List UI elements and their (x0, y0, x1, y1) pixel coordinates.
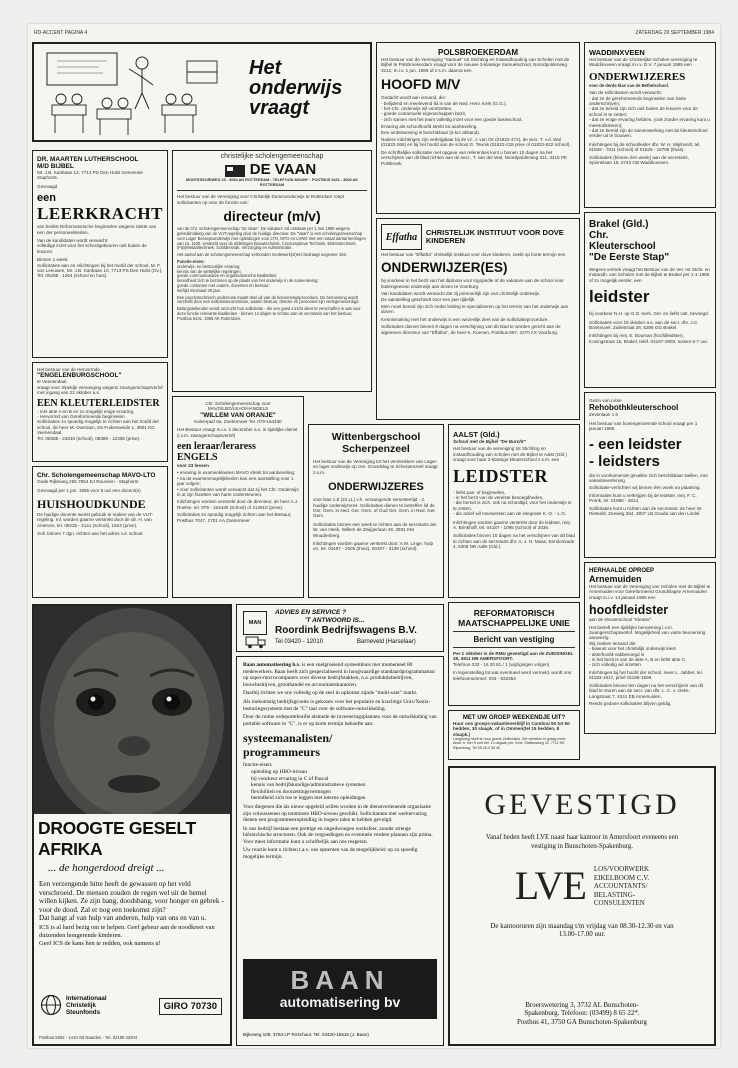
ad-name: Rehobothkleuterschool (589, 403, 679, 413)
ad-body-3: Sollicitaties voor 19 oktober a.s. aan de secr. dhr. J.C. Bosheuvel, Zuilestraat 28, 5306 GG Brakel. (589, 319, 699, 331)
ad-title: directeur (m/v) (223, 208, 321, 225)
ad-body-6: De schriftelijke sollicitatie met opgave van referenties kunt u binnen 10 dagen na het verschijnen van dit blad richten aan de secr., T. van der Wal, Noordpolderweg 311, 3415 PE Polsbroek. (381, 149, 568, 166)
ad-engelenburg (32, 362, 168, 462)
ad-body-2: Dat hangt af van hulp van anderen, hulp van ons en van u. (39, 914, 207, 923)
ad-req-item: goede contacten met ouders, docenten en bestuur; (177, 282, 270, 288)
ad-sub-1: Chr. (589, 230, 609, 241)
ad-req-3: - in het bezit is van de akte A, B en liefst akte C (589, 657, 686, 663)
ad-body: Het bestuur van de vereniging tot Stichting en instandhouding van scholen met de Bijbel te Aalst (Gld.) vraagt voor haar 2-klassige kleuterschool z.s.m. een (453, 446, 567, 463)
ad-name: Wittenbergschool (331, 431, 421, 443)
ad-req-2: - dat ze bereid zijn zich ook buiten de lesuren voor de school in te zetten; (589, 106, 698, 117)
ad-sub-2: Kleuterschool (589, 241, 656, 252)
ad-req-2: - in het bezit van de vereiste bevoegdheden, (453, 495, 544, 501)
ad-req-2: - Hervormd van Gereformeerde beginselen. (37, 414, 126, 420)
ad-body: Het bestuur van de Vereniging "Samuel" tot Stichting en Instandhouding van Scholen met de Bijbel te Polsbroekerdam vraagt voor de nieuwe 3-klassige Samuelschool, Noordpolderweg 3212, m.i.v. 1 jan. 1985 of z.s.m. daarna een (381, 57, 570, 73)
ad-para-1: van de Chr. Scholengemeenschap "de Vaan". De vakature zal ontstaan per 1 mei 1985 wegens gebruikmaking van de VUT-regeling door de huidige directeur. De "Vaan" is een scholengemeenschap voor Lager Beroepsonderwijs met opleidingen voor LTO, MTO en LHNO met een totaal aantal leerlingen van ca. 1100, verdeeld over de afdelingen Bouwtechniek, Consumptieve Techniek, Elektrotechniek, (Fijn)Metaaltechniek, Schildersvak, Verzorging en Administratie. (177, 226, 366, 251)
ad-hours: voor 23 lessen (177, 463, 209, 469)
org-line-3: Steunfonds (66, 1008, 101, 1016)
ad-req-item: onderwijs- en bestuurlijke ervaring; (177, 263, 241, 269)
ad-body: vraagt voor 3/peldje vervanging wegens zwangerschapsverlof met ingang van 22 oktober a.s. (37, 384, 163, 396)
ad-address: Oude Rijksweg 255 7954 EJ Rouveen - Staphorst (37, 479, 139, 484)
ad-body: Per 1 oktober is de RMU gevestigd aan de ZUIDSINGEL 28, 3811 HB AMERSFOORT. (453, 651, 574, 662)
banner-line-2: onderwijs (249, 77, 343, 99)
ad-subtitle: Bericht van vestiging (473, 635, 555, 644)
ad-req-1: - dat ze de gereformeerde beginselen van harte onderschrijven; (589, 95, 687, 107)
ad-intro: Het bestuur van "Effatha" christelijk instituut voor dove kinderen, zoekt op korte termijn een (381, 252, 566, 257)
ad-title-2: - leidsters (589, 452, 660, 470)
ad-brakel (584, 212, 716, 388)
truck-icon (245, 635, 267, 649)
firm-line-4: BELASTING- (593, 890, 636, 899)
ad-name: WADDINXVEEN (589, 48, 645, 57)
ad-title-2: programmeurs (243, 745, 321, 760)
ad-body: Het bestuur van de Vereniging tot het Verstrekken van Lager- en lager onderwijs op Ger. Grondslag te Scherpenzeel vraagt z.s.m. (313, 459, 438, 475)
classroom-illustration (37, 47, 232, 139)
ad-body-2: Van de kandidaten wordt verwacht: (37, 238, 109, 244)
ad-body-3: Sollicitaties zo spoedig mogelijk richten aan het Bestuur, Postbus 7047, 2701 AA Zoetermeer. (177, 512, 292, 523)
ad-body: Huur ons groeps-vakantieverblijf in Cambrai 50 tot 60 bedden, 30 slaapk. of in Ommen(tel 15 bedden, 8 slaapk.) (453, 721, 570, 737)
ad-req-4: - zich samen met het team volledig inzet voor een goede basisschool. (381, 116, 523, 122)
firm-line-1: LOS/VOORWERK (593, 865, 650, 873)
ad-req-item: opleiding op HBO-niveau (251, 768, 307, 775)
ad-body-2: Inlichtingen worden verstrekt door de directeur, de heer A.J. Roelse, tel. 079 - 164430 (school) of 212910 (prive). (177, 499, 299, 510)
man-badge: MAN (243, 611, 267, 635)
ad-body-2: die in voorkomende gevallen zich beschikbaar stellen, met vakantieverlening. (589, 472, 708, 484)
ad-waddinxveen (584, 42, 716, 208)
ad-subtitle: voor de derde klas van de Bethelschool. (589, 82, 670, 88)
ad-name: AALST (Gld.) (453, 430, 500, 439)
ad-req-item: kennis van de wettelijke regelingen; (177, 268, 242, 274)
ad-body-4: Informaties kunt u verkrijgen bij de leidster, mej. F. C. Pronk, tel. 01898 - 2814. (589, 492, 697, 504)
ad-lead: Baan automatisering b.v. (243, 662, 301, 668)
ad-body-3: ICS is al hard bezig om te helpen. Geef gebeur aan de noodkreet van duizenden hongerende kinderen. (39, 923, 215, 939)
ad-body-3: Sollicitaties (binnen één week) aan de secretaris, Spinnelaan 18, 2742 GB Waddinxveen. (589, 154, 689, 166)
ad-arnemuiden (584, 562, 716, 734)
ad-para-6: In ons bedrijf bestaan een prettige en ongedwongen werksfeer, zonder strenge hiërarchische structuren. Ook de vergoedingen en eventuele verdere plannen zijn prima. Voor meer informatie kunt u schriftelijk aan ons reageren. (243, 825, 433, 845)
ad-small: Langeweg heeft te huur goede Zeilbootjes. We vertellen er graag meer. Alsdr. n. hier 5 rust bel. 1x uitgaan per. mnd. Stationsweg 32, 7711 HE Rijsenbrug, Tel 05 26-3 38 45 (453, 737, 567, 750)
ad-aalst (448, 424, 580, 598)
ad-req-list (173, 265, 371, 294)
ad-sub-3: "De Eerste Stap" (589, 252, 670, 263)
lve-logo: LVE (514, 863, 586, 909)
ad-subtitle: M/D BIJBEL (37, 163, 74, 170)
ad-body-2: De huidige docente wenst gebruik te maken van de VUT-regeling. Inl. worden gaarne verstrekt door de dir. H. van Amerom, tel. 05225 - 2141 (school), 1524 (prive). (37, 511, 154, 528)
ad-req-item: bij voorkeur ervaring in C of Pascal (251, 775, 329, 782)
ad-address: MONTESSORIWEG 20 - 3083 AN ROTTERDAM - TELEFOON 840400* - POSTBUS 5431 - 3008 AK ROTTERDAM (185, 178, 359, 187)
ad-req-head: Functie-eisen: (177, 259, 205, 264)
slogan-1: ADVIES EN SERVICE ? (275, 609, 347, 616)
ad-body-2: Gedacht wordt aan iemand, die: (381, 95, 447, 101)
baan-logo-block (243, 959, 437, 1019)
ad-name: CHRISTELIJK INSTITUUT VOOR DOVE KINDEREN (425, 227, 564, 245)
ad-top: christelijke scholengemeenschap (220, 153, 324, 160)
ad-body: Het bestuur van de Vereniging van Scholen met de Bijbel te Arnemuiden voor Gereformeerd Grondslagse Arnemuiden vraagt m.i.v. 14 januari 1985 een (589, 584, 711, 600)
ad-bullet-2: • na de examenmogelijkheden kan een aanstelling voor 1 jaar volgen; (177, 475, 294, 487)
giro-number: GIRO 70730 (159, 998, 222, 1015)
ad-title: HUISHOUDKUNDE (37, 496, 146, 511)
ad-gevestigd (448, 766, 716, 1046)
ad-title: LEIDSTER (453, 465, 549, 486)
ad-title: GEVESTIGD (484, 788, 680, 821)
ad-top: HERHAALDE OPROEP (589, 568, 655, 574)
ad-headline: DROOGTE GESELT AFRIKA (38, 818, 196, 859)
ad-body-6: Reeds gedane sollicitaties blijven geldig. (589, 700, 672, 706)
ad-req-3: - die bereid is zich, ook na schooltijd, voor het onderwijs in te zetten, (453, 500, 572, 511)
ad-body-2: bij voorkeur N.H. op G.G.-kerk, Ger. en liefst volt. bevoegd. (589, 311, 709, 317)
ad-body: Het bestuur van de Christelijke Scholen-vereniging te Waddinxveen vraagt m.i.v. D.V. 7 januari 1985 een (589, 57, 698, 68)
ad-req-head: functie-eisen: (243, 762, 273, 769)
ad-body: bij voorkeur in het bezit van het diploma voor logopedie of de vakature aan de school voor buitengewoon onderwijs aan doven te Voorburg. (381, 278, 564, 289)
ad-title: leidster (589, 287, 650, 307)
ad-luther-school (32, 150, 168, 358)
ad-address-2: Spakenburg. Telefoon: (03499) 8 65 22*. (524, 1009, 640, 1017)
ad-tel: Tel 03420 - 12010 (275, 639, 324, 645)
ad-para-3: Als toekomstig bedrijfsgrootte is gekozen voor het populaire en krachtige Unix/Xenix-besturingssysteem met de "C" taal voor de software-ontwikkeling. (243, 698, 431, 712)
ad-een: een (37, 192, 56, 205)
ad-body-4: Inlichtingen worden gaarne verstrekt door: A.M. Linge, hulp en, tel. 03497 - 2605 (thuis), 03497 - 3139 (school). (313, 541, 434, 552)
ad-req-4: - zich volledig wil inzetten (589, 662, 641, 668)
ad-baan-automatisering (236, 656, 444, 1046)
ad-body-2: Sollicitaties zo spoedig mogelijk te richten aan het hoofd der school, de heer M. Overduin, De Fuikenweide 1, 3901 KG Veenendaal. (37, 419, 160, 436)
ad-name: Arnemuiden (589, 574, 642, 584)
ad-body-2: voor klas 1-b (22 LL) v.h. vervangende semestertijd - 2. huidige onderwijzeres. Sollicitaties dienen te betreffen lid de Ger. Gem. in Ned. Ger. Gem. of Oud Ger. Gem. in Ned. Ger. Gem. (313, 497, 436, 519)
onderwijs-vraagt-banner (32, 42, 372, 142)
ad-mavo (32, 466, 168, 598)
ad-footer: Postbus 5092 - 1410 AB Naarden - Tel. 02159 43204 (39, 1035, 138, 1040)
ad-para-1: is een snelgroeiend systeemhuis met momenteel 80 medewerkers. Baan heeft zich gespecialiseerd in hoogwaardige standaardprogrammatuur op super-microcomputers voor diverse bedrijfstakken, o.a. produktiebedrijven, bouwbedrijven, groothandel en accountantskantoren. (243, 662, 436, 688)
ad-body-5: Kennismaking met het onderwijs is een wezenlijk deel van de sollicitatieprocedure. (381, 316, 549, 322)
ad-para-3: Een psychotechnisch onderzoek maakt deel uit van de benoemingsprocedure. De benoeming wordt verstrekt door een sollicitatiecommissie, waarin bestuur, directie en personeel zijn vertegenwoordigd. (177, 294, 360, 305)
ad-title: ONDERWIJZER(ES) (381, 260, 508, 276)
ad-title: HOOFD M/V (381, 76, 461, 93)
ad-para-5: Voor diegenen die als nieuw opgeleid willen worden in de dienstverlenende organisatie zijn volwassenen op tenminste HBO-niveau geschikt. Sollicitanten met werkervaring dienen een programmeeropleiding in hogere talen te hebben gevolgd. (243, 803, 431, 824)
ad-city: Barneveld (Harselaar) (357, 639, 416, 645)
ad-name: Roordink Bedrijfswagens B.V. (275, 625, 417, 636)
ad-place: te Veenendaal (37, 379, 67, 385)
ad-body: Een verzengende hitte heeft de gewassen op het veld verschroeid. De mensen zouden de regen wel uit de hemel willen kijken. Ze zijn bang, doodsbang, voor honger en gebrek - voor de dood. Zal er nog een toekomst zijn? (39, 880, 224, 914)
ad-para-2: Het aantal aan de scholengemeenschap verbonden medewerk(st)ers bedraagt ongeveer 150. (177, 252, 348, 258)
ad-reformatorisch (448, 602, 580, 706)
ad-req-3: - goede contactuele eigenschappen bezit, (381, 111, 467, 117)
ad-name: REFORMATORISCH MAATSCHAPPELIJKE UNIE (458, 608, 570, 628)
ad-body-4: Een ambtswoning is beschikbaar (5 km afstand). (381, 129, 481, 135)
ad-title: ONDERWIJZERES (589, 70, 686, 83)
ad-body-4: Inlichtingen bij het hoofd der school, meer L. Jabber, tel. 01183-1917, privé 01196-1508. (589, 669, 703, 681)
ad-para-4: Door de ruime ordeportefeuille alsmede de investeringsplannen voor de ontwikkeling van portable software in "C", is er op korte termijn behoefte aan: (243, 714, 437, 727)
ad-title: MET UW GROEP WEEKENDJE UIT? (462, 715, 566, 721)
baan-logo-sub: automatisering bv (279, 994, 401, 1010)
ad-body-2: Inlichtingen worden gaarne verstrekt door de leidster, mej. A. Brinkhoff, tel. 04187 - 1095 (school) of 2036. (453, 519, 571, 531)
ad-title: EEN KLEUTERLEIDSTER (37, 397, 160, 409)
ad-logo: DE VAAN (249, 161, 317, 179)
ad-intro: Het bestuur van de Vereniging voor Christelijk Dommonderwijs te Rotterdam roept sollicitanten op voor de functie van: (177, 194, 344, 205)
banner-line-1: Het (249, 57, 282, 79)
ad-address: Bijkeweg 109, 3784 LP Terschuur. Tel. 03420-15516 (J. Baan) (243, 1032, 369, 1037)
ad-name: POLSBROEKERDAM (437, 48, 518, 57)
ad-body-2: Inlichtingen bij de schoolleider dhr. W. H. Mijnhardt, tel. 01828 - 7811 (school) of 01828 - 16705 (thuis). (589, 141, 701, 153)
ad-address-3: Postbus 41, 3750 GA Bunschoten-Spakenburg (517, 1017, 647, 1026)
org-line-2: Christelijk (66, 1001, 96, 1009)
ad-rehoboth (584, 392, 716, 558)
effatha-logo: Effatha (381, 224, 422, 250)
ad-body-3: Sollicitaties binnen 10 dagen na het verschijnen van dit blad te richten aan de secretaris dhr. A. J. H. Maas, Eendenkade 4, 5308 NR Aalst (Gld.). (453, 533, 575, 550)
ad-name: Chr. Scholengemeenschap MAVO-LTO (37, 472, 156, 479)
ad-body-4: Geef ICS de kans hen te redden, ook namens u! (39, 939, 161, 947)
ad-address: Kalverpad 6a, Zoetermeer Tel. 079-164430 (194, 418, 282, 424)
ad-bullet-1: • ervaring in examenklassen MAVO strekt tot aanbeveling; (177, 470, 296, 476)
ad-title: een leraar/leraress (177, 441, 256, 453)
ad-body: Wegens vertrek vraagt het Bestuur van de Ver. tot Stcht. en Instandh. van Scholen met de Bijbel te Brakel per 1-1-1985 of zo mogelijk eerder, een (589, 267, 710, 283)
ad-droogte-afrika (32, 604, 232, 1046)
ad-req-item: bereidheid zich toe te leggen met interne opleidingen (251, 795, 366, 802)
ad-title: hoofdleidster (589, 603, 669, 618)
ad-ask: Gevraagd (37, 183, 58, 189)
ad-body-3: Soll. binnen 7 dgn. richten aan het adres v.d. school. (37, 531, 144, 537)
banner-line-3: vraagt (249, 97, 310, 119)
ad-title-1: - een leidster (589, 435, 682, 453)
ad-title: ONDERWIJZERES (328, 481, 424, 494)
ad-body-3: De aanstelling geschiedt voor een jaar tijdelijk. (381, 296, 476, 302)
header-right: ZATERDAG 29 SEPTEMBER 1984 (635, 30, 714, 36)
child-photo (34, 606, 230, 814)
ad-req-1: - bewust voor het christelijk onderwijs kiest (589, 646, 676, 652)
ad-subheadline: ... de hongerdood dreigt ... (48, 862, 165, 874)
ad-title-2: ENGELS (177, 452, 218, 464)
ad-req-list (237, 769, 443, 802)
ad-roordink (236, 604, 444, 652)
ad-req-2: - akte/hoofd-vakbevoegd is (589, 651, 645, 657)
ad-req-3: - dat ze enige ervaring hebben, (ook zonder ervaring kunt u meesolliciteren); (589, 117, 710, 128)
ad-body-3: Sollicitatie-verlichten wij binnen één week na plaatsing. (589, 485, 701, 491)
ad-body-3: volledige inzet voor het schoolgebeuren ook buiten de lesuren. (37, 243, 147, 254)
ad-top: Chr. Scholengemeenschap voor MAVO/LBO/LEAO/HANDELS (205, 401, 271, 412)
school-flag-icon (224, 162, 246, 178)
ad-subtitle: aan de Kleuterschool "Kleuter". (589, 617, 653, 623)
ad-para-4: Belangstellenden wordt verzocht hun sollicitatie - die een goed inzicht dient te verschaffen in wat voor deze functie relevante kwaliteiten - binnen 14 dagen te richten aan de secretaris van het bestuur, Postbus 5431, 3008 AK Rotterdam. (177, 306, 361, 321)
ad-address: Mr. J.B. Kanbaan 12, 7713 PS Den Hulst Gemeente Staphorst. (37, 170, 143, 181)
ad-req-2: - het Chr. onderwijs wil voortzetten, (381, 106, 453, 112)
ad-req-item: flexibiliteit en doorzettingsvermogen (251, 788, 331, 795)
ad-bullet-3: • voor sollicitanten wordt verwacht dat zij het Chr. Onderwijs in al zijn facetten van harte ondersteunen. (177, 486, 299, 498)
header-left: RD-ACCENT PAGINA 4 (34, 30, 88, 36)
ad-body: Het bestuur van bovengenoemde school vraagt per 1 januari 1985 (589, 420, 698, 432)
ad-req-item: leeftijd minimaal 35 jaar. (177, 287, 221, 293)
ad-body-3: Ervaring als schoolhoofd strekt tot aanbeveling. (381, 124, 478, 130)
ad-bullet-2-text: na de examenmogelijkheden kan een aanstelling voor 1 jaar volgen; (177, 475, 294, 487)
ad-tel: Tel. 08385 - 22610 (school), 08385 - 12306 (prive). (37, 435, 141, 441)
ad-req: Van de sollicitanten wordt verwacht: (589, 90, 662, 96)
ad-req-item: bereidheid zich te bezinnen op de plaats van het onderwijs in de samenleving; (177, 278, 319, 284)
ad-req-1: - belijdend en meelevend lid is van de Ned. Herv. Kerk (G.G.), (381, 100, 507, 106)
ad-req-4: - die actief wil meewerken aan de integratie K.-O. - L.O. (453, 511, 567, 517)
ad-address-1: Broerswetering 3, 3732 AL Bunschoten- (525, 1000, 639, 1009)
ad-name: Brakel (Gld.) (589, 219, 649, 230)
ad-body-5: Sollicitaties aan en inlichtingen bij het hoofd der school, M. F. van Leeuwen, Mr. J.B. Kanbaan 10, 7713 PS Den Hulst (Ov.), Tel. 05298 - 1264 (school en huis). (37, 262, 163, 279)
firm-line-5: CONSULENTEN (593, 899, 645, 907)
ad-body: Gevraagd per 1 jan. 1985 voor 6 uur een docent(e) (37, 488, 141, 494)
ad-para-7: Uw reactie kunt u richten t.a.v. ons opnemen van de mogelijkheid: op zo spoedig mogelijke termijn. (243, 847, 418, 861)
ad-top: Gezin van Lisse (589, 398, 622, 403)
ad-polsbroekerdam (376, 42, 580, 214)
ad-req-1: - liefst pas- of beginselen, (453, 489, 506, 495)
ad-name: DR. MAARTEN LUTHERSCHOOL (37, 156, 139, 163)
ad-body-5: Nadere inlichtingen zijn verkrijgbaar bij de vz. J. van Os (01822-472), de secr. T. v.d. Wal (01822-266) en bij het hoofd van de school G. Teunis (01822-218 prive of 01822-622 school). (381, 137, 571, 148)
ad-para-2: Daarbij richten we ons volledig op de snel in opkomst zijnde "multi-user" markt. (243, 690, 418, 697)
ad-body-2: In tegenstelling tot wat eventueel werd vermeld, wordt ons telefoonnummer: 033 - 632354 (453, 670, 572, 681)
ad-req-1: - met akte A en B en zo mogelijk enige ervaring. (37, 408, 135, 414)
firm-line-3: ACCOUNTANTS/ (593, 882, 648, 890)
ad-hours: De kantooruren zijn maandag t/m vrijdag van 08.30-12.30 en van 13.00-17.00 uur. (490, 921, 674, 938)
ad-body-6: Sollicitaties dienen binnen 8 dagen na verschijning van dit blad te worden gericht aan de algemeen directeur van "Effatha", de heer K. Koenen, Postbus 867, 2270 AX Voorburg. (381, 324, 561, 335)
ad-tel: Telefoon 033 - 16 20 81 / 1 (wijzigingen volgen) (453, 661, 550, 667)
ad-subtitle: School met de Bijbel "De Burcht" (453, 439, 526, 444)
ad-body-5: Sollicitaties kunt u richten aan de secretaris: de heer W. Rietveld, Zeeweg 264, 2807 LB Gouda van den Lindel. (589, 505, 703, 517)
ad-body-3: Wij zoeken iemand die: (589, 640, 637, 646)
globe-icon (40, 994, 62, 1016)
ad-body-5: Sollicitaties binnen tien dagen na het verschijnen van dit blad te sturen aan de secr. van dhr. L. C. v. Oeke, Langstraat 7, 4341 EB Arnemuiden. (589, 682, 704, 699)
ad-body-2: Van kandidaten wordt verwacht dat zij persoonlijk zijn van christelijk onderwijs. (381, 291, 541, 297)
ad-intro: Het bestuur van de Hervormde (37, 367, 100, 372)
ad-body: Vanaf heden heeft LVE naast haar kantoor in Amersfoort eveneens een vestiging in Bunschoten-Spakenburg. (485, 834, 679, 850)
ad-name: "ENGELENBURGSCHOOL" (37, 372, 122, 380)
ad-place: Scherpenzeel (342, 443, 410, 455)
ad-bullet-1-text: ervaring in examenklassen MAVO strekt tot aanbeveling; (179, 470, 296, 476)
ad-body-3: Sollicitaties binnen een week te richten aan de secretaris der. W. van Heek, Willem de Zwijgerlaan 49, 3931 KM Woudenberg. (313, 521, 438, 538)
ad-address: Zevenlaan 1 b (589, 412, 619, 418)
ad-effatha (376, 218, 580, 420)
ad-req-item: goede communicatieve en organisatorische kwaliteiten; (177, 273, 278, 279)
page-header (34, 30, 714, 36)
ad-req-4: - dat ze bereid zijn de samenwerking met de kleuterschool verder uit te bouwen. (589, 128, 708, 139)
ad-wittenbergschool (308, 424, 444, 598)
ad-bullet-3-text: voor sollicitanten wordt verwacht dat zij het Chr. Onderwijs in al zijn facetten van harte ondersteunen. (177, 486, 299, 498)
org-line-1: Internationaal (66, 994, 107, 1002)
ad-body: Het Bestuur vraagt m.i.v. 1 december a.s. in tijdelijke dienst (i.v.m. zwangerschapsverlof) (177, 427, 298, 438)
ad-body-4: Men moet bereid zijn zich onder leiding te specialiseren op het terrein van het onderwijs aan doven. (381, 304, 569, 315)
ad-name: "WILLEM VAN ORANJE" (200, 411, 276, 419)
firm-line-2: EIKELBOOM C.V. (593, 873, 650, 882)
ad-de-vaan (172, 150, 372, 392)
ad-body-4: Inlichtingen bij mej. E. Bouman (hoofdleidster), Koningstraat 15, Brakel, telef. 04187-2903, tussen 5-7 uur. (589, 333, 709, 344)
slogan-2: 'T ANTWOORD IS... (305, 616, 365, 624)
baan-logo: BAAN (290, 965, 390, 995)
ad-body-2: Het betreft een tijdelijke benoeming i.v.m. zwangerschapsverlof. Mogelijkheid van vaste benoeming aanwezig. (589, 624, 706, 641)
ad-willem-van-oranje (172, 396, 304, 598)
ad-title: LEERKRACHT (37, 204, 163, 224)
ad-body-4: Binnen 1 week: (37, 257, 69, 263)
ad-weekendje (448, 710, 580, 760)
ad-title-1: systeemanalisten/ (243, 731, 333, 746)
ad-body: van beslist Reformatorische beginselen wegens ziekte van een der personeelsleden. (37, 224, 157, 235)
ad-req-item: kennis van bedrijfskundige/administratieve systemen (251, 782, 366, 789)
